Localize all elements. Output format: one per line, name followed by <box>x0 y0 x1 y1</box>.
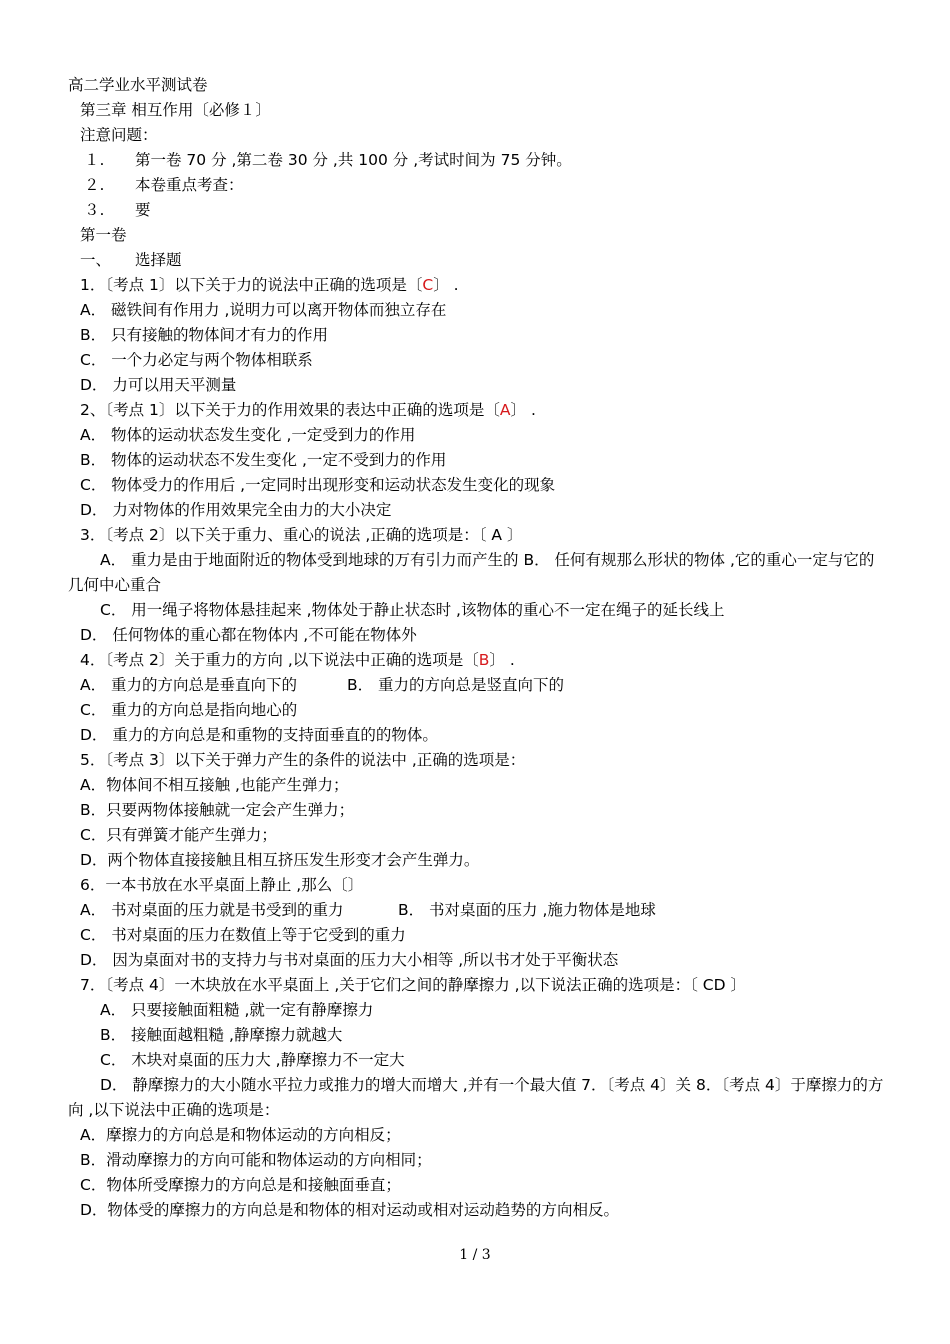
option-c: C． 用一绳子将物体悬挂起来 ,物体处于静止状态时 ,该物体的重心不一定在绳子的延长线上 <box>100 601 725 619</box>
question-4-stem <box>80 650 515 670</box>
answer-mark: A <box>499 401 511 419</box>
option-a: A． 重力的方向总是垂直向下的 <box>80 676 298 694</box>
option-c: C．只有弹簧才能产生弹力； <box>80 826 277 844</box>
option-ab-paragraph: A． 重力是由于地面附近的物体受到地球的万有引力而产生的 B． 任何有规那么形状的物体 ,它的重心一定与它的几何中心重合 <box>68 551 875 594</box>
stem-text: 〕 . <box>489 651 515 669</box>
option-c: C．物体所受摩擦力的方向总是和接触面垂直； <box>80 1176 401 1194</box>
answer-mark: B <box>478 651 490 669</box>
option-b: B． 接触面越粗糙 ,静摩擦力就越大 <box>100 1026 343 1044</box>
option-c: C． 书对桌面的压力在数值上等于它受到的重力 <box>80 926 406 944</box>
note-text: 本卷重点考查： <box>135 176 244 194</box>
option-d: D．物体受的摩擦力的方向总是和物体的相对运动或相对运动趋势的方向相反。 <box>80 1201 619 1219</box>
page-number: 1 / 3 <box>459 1247 491 1263</box>
section-number: 一、 <box>80 251 112 269</box>
stem-text: 2、〔考点 1〕以下关于力的作用效果的表达中正确的选项是〔 <box>80 401 500 419</box>
note-number: ３. <box>84 201 105 219</box>
note-number: ２. <box>84 176 105 194</box>
question-6-stem: 6．一本书放在水平桌面上静止 ,那么〔〕 <box>80 876 364 894</box>
note-number: １. <box>84 151 105 169</box>
option-b: B．滑动摩擦力的方向可能和物体运动的方向相同； <box>80 1151 432 1169</box>
question-3-stem: 3．〔考点 2〕以下关于重力、重心的说法 ,正确的选项是：〔 A 〕 <box>80 526 523 544</box>
option-d: D． 任何物体的重心都在物体内 ,不可能在物体外 <box>80 626 417 644</box>
question-1-stem <box>80 275 459 295</box>
doc-title: 高二学业水平测试卷 <box>68 76 208 94</box>
stem-text: 〕 . <box>433 276 459 294</box>
option-d: D．两个物体直接接触且相互挤压发生形变才会产生弹力。 <box>80 851 480 869</box>
option-a: A．摩擦力的方向总是和物体运动的方向相反； <box>80 1126 401 1144</box>
question-7-stem: 7．〔考点 4〕一木块放在水平桌面上 ,关于它们之间的静摩擦力 ,以下说法正确的选项是：〔 CD 〕 <box>80 976 746 994</box>
option-d: D． 因为桌面对书的支持力与书对桌面的压力大小相等 ,所以书才处于平衡状态 <box>80 951 619 969</box>
section-title: 选择题 <box>135 251 182 269</box>
part-heading: 第一卷 <box>80 226 127 244</box>
option-d: D． 力可以用天平测量 <box>80 376 237 394</box>
stem-text: 〕 . <box>510 401 536 419</box>
answer-mark: C <box>422 276 434 294</box>
stem-text: 4．〔考点 2〕关于重力的方向 ,以下说法中正确的选项是〔 <box>80 651 479 669</box>
option-a: A．物体间不相互接触 ,也能产生弹力； <box>80 776 349 794</box>
option-c: C． 物体受力的作用后 ,一定同时出现形变和运动状态发生变化的现象 <box>80 476 556 494</box>
option-b: B． 物体的运动状态不发生变化 ,一定不受到力的作用 <box>80 451 447 469</box>
stem-text: 1．〔考点 1〕以下关于力的说法中正确的选项是〔 <box>80 276 423 294</box>
option-b: B． 只有接触的物体间才有力的作用 <box>80 326 329 344</box>
option-a: A． 只要接触面粗糙 ,就一定有静摩擦力 <box>100 1001 374 1019</box>
chapter-heading: 第三章 相互作用〔必修１〕 <box>80 101 271 119</box>
option-a: A． 书对桌面的压力就是书受到的重力 <box>80 901 344 919</box>
note-text: 要 <box>135 201 151 219</box>
notice-label: 注意问题： <box>80 126 158 144</box>
option-b: B． 重力的方向总是竖直向下的 <box>347 676 565 694</box>
option-d: D． 力对物体的作用效果完全由力的大小决定 <box>80 501 392 519</box>
option-c: C． 木块对桌面的压力大 ,静摩擦力不一定大 <box>100 1051 405 1069</box>
option-a: A． 物体的运动状态发生变化 ,一定受到力的作用 <box>80 426 416 444</box>
question-2-stem <box>80 400 536 420</box>
note-text: 第一卷 70 分 ,第二卷 30 分 ,共 100 分 ,考试时间为 75 分钟。 <box>135 151 572 169</box>
option-d-paragraph: D． 静摩擦力的大小随水平拉力或推力的增大而增大 ,并有一个最大值 7．〔考点 4〕关 8．〔考点 4〕于摩擦力的方向 ,以下说法中正确的选项是： <box>68 1076 884 1119</box>
option-c: C． 重力的方向总是指向地心的 <box>80 701 298 719</box>
option-c: C． 一个力必定与两个物体相联系 <box>80 351 313 369</box>
option-b: B． 书对桌面的压力 ,施力物体是地球 <box>398 901 656 919</box>
option-d: D． 重力的方向总是和重物的支持面垂直的的物体。 <box>80 726 438 744</box>
option-b: B．只要两物体接触就一定会产生弹力； <box>80 801 355 819</box>
option-a: A． 磁铁间有作用力 ,说明力可以离开物体而独立存在 <box>80 301 447 319</box>
question-5-stem: 5．〔考点 3〕以下关于弹力产生的条件的说法中 ,正确的选项是： <box>80 751 526 769</box>
